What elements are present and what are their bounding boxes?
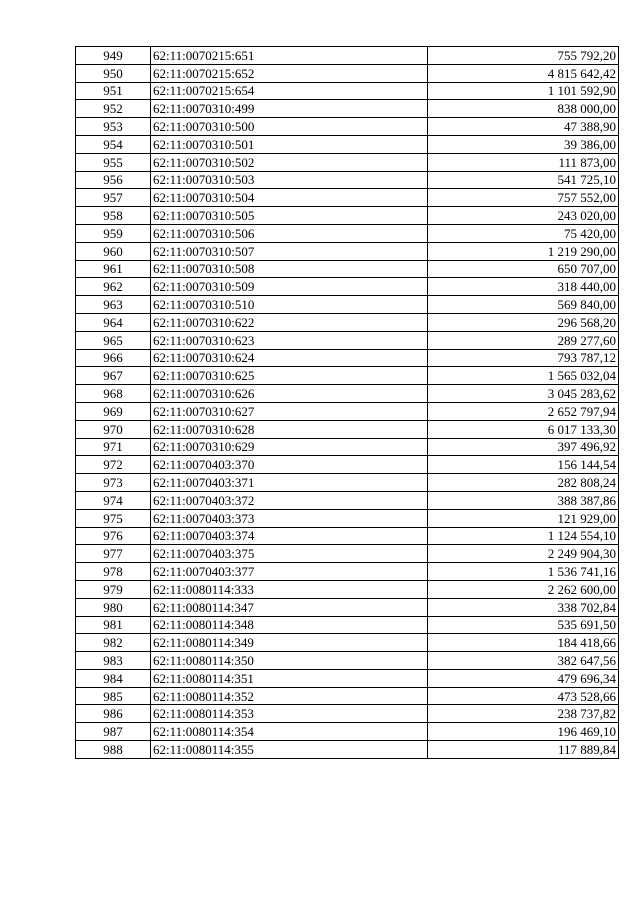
row-number-cell: 950 xyxy=(76,64,151,82)
row-number-cell: 949 xyxy=(76,47,151,65)
cadastral-number-cell: 62:11:0070310:501 xyxy=(151,135,428,153)
row-number-cell: 965 xyxy=(76,331,151,349)
table-row xyxy=(76,64,619,82)
cadastral-value-cell: 650 707,00 xyxy=(428,260,619,278)
cadastral-number-cell: 62:11:0070403:375 xyxy=(151,545,428,563)
cadastral-number-cell: 62:11:0070310:626 xyxy=(151,385,428,403)
row-number-cell: 968 xyxy=(76,385,151,403)
row-number-cell: 970 xyxy=(76,420,151,438)
row-number-cell: 954 xyxy=(76,135,151,153)
cadastral-number-cell: 62:11:0070310:627 xyxy=(151,402,428,420)
table-row xyxy=(76,313,619,331)
row-number-cell: 951 xyxy=(76,82,151,100)
row-number-cell: 984 xyxy=(76,669,151,687)
cadastral-value-cell: 39 386,00 xyxy=(428,135,619,153)
cadastral-number-cell: 62:11:0070310:625 xyxy=(151,367,428,385)
row-number-cell: 958 xyxy=(76,207,151,225)
table-row xyxy=(76,135,619,153)
cadastral-number-cell: 62:11:0070310:508 xyxy=(151,260,428,278)
cadastral-value-cell: 1 219 290,00 xyxy=(428,242,619,260)
cadastral-number-cell: 62:11:0070310:506 xyxy=(151,224,428,242)
cadastral-number-cell: 62:11:0080114:352 xyxy=(151,687,428,705)
cadastral-value-cell: 318 440,00 xyxy=(428,278,619,296)
table-row xyxy=(76,438,619,456)
row-number-cell: 959 xyxy=(76,224,151,242)
cadastral-value-cell: 535 691,50 xyxy=(428,616,619,634)
row-number-cell: 966 xyxy=(76,349,151,367)
row-number-cell: 986 xyxy=(76,705,151,723)
cadastral-number-cell: 62:11:0070310:623 xyxy=(151,331,428,349)
row-number-cell: 967 xyxy=(76,367,151,385)
cadastral-number-cell: 62:11:0070310:505 xyxy=(151,207,428,225)
cadastral-value-cell: 47 388,90 xyxy=(428,118,619,136)
table-row xyxy=(76,331,619,349)
table-row xyxy=(76,634,619,652)
cadastral-value-cell: 2 249 904,30 xyxy=(428,545,619,563)
cadastral-value-cell: 296 568,20 xyxy=(428,313,619,331)
cadastral-value-cell: 388 387,86 xyxy=(428,491,619,509)
row-number-cell: 987 xyxy=(76,723,151,741)
cadastral-number-cell: 62:11:0070310:502 xyxy=(151,153,428,171)
cadastral-number-cell: 62:11:0080114:333 xyxy=(151,580,428,598)
table-row xyxy=(76,741,619,759)
cadastral-number-cell: 62:11:0070403:374 xyxy=(151,527,428,545)
table-row xyxy=(76,705,619,723)
row-number-cell: 975 xyxy=(76,509,151,527)
table-row xyxy=(76,82,619,100)
cadastral-value-cell: 289 277,60 xyxy=(428,331,619,349)
row-number-cell: 981 xyxy=(76,616,151,634)
cadastral-value-cell: 156 144,54 xyxy=(428,456,619,474)
cadastral-number-cell: 62:11:0070310:628 xyxy=(151,420,428,438)
cadastral-value-cell: 75 420,00 xyxy=(428,224,619,242)
cadastral-number-cell: 62:11:0070403:371 xyxy=(151,474,428,492)
cadastral-value-cell: 838 000,00 xyxy=(428,100,619,118)
cadastral-number-cell: 62:11:0080114:348 xyxy=(151,616,428,634)
row-number-cell: 979 xyxy=(76,580,151,598)
table-row xyxy=(76,687,619,705)
table-row xyxy=(76,242,619,260)
table-row xyxy=(76,402,619,420)
cadastral-number-cell: 62:11:0070310:629 xyxy=(151,438,428,456)
cadastral-number-cell: 62:11:0070403:372 xyxy=(151,491,428,509)
row-number-cell: 982 xyxy=(76,634,151,652)
cadastral-number-cell: 62:11:0070403:370 xyxy=(151,456,428,474)
table-row xyxy=(76,456,619,474)
cadastral-number-cell: 62:11:0080114:351 xyxy=(151,669,428,687)
table-row xyxy=(76,224,619,242)
cadastral-number-cell: 62:11:0080114:347 xyxy=(151,598,428,616)
table-row xyxy=(76,349,619,367)
row-number-cell: 969 xyxy=(76,402,151,420)
table-row xyxy=(76,385,619,403)
table-row xyxy=(76,598,619,616)
table-row xyxy=(76,580,619,598)
cadastral-value-cell: 117 889,84 xyxy=(428,741,619,759)
cadastral-value-cell: 382 647,56 xyxy=(428,652,619,670)
table-row xyxy=(76,509,619,527)
cadastral-number-cell: 62:11:0070310:509 xyxy=(151,278,428,296)
table-body xyxy=(76,47,619,759)
cadastral-number-cell: 62:11:0070310:507 xyxy=(151,242,428,260)
cadastral-value-cell: 121 929,00 xyxy=(428,509,619,527)
cadastral-value-cell: 338 702,84 xyxy=(428,598,619,616)
cadastral-number-cell: 62:11:0080114:355 xyxy=(151,741,428,759)
row-number-cell: 962 xyxy=(76,278,151,296)
row-number-cell: 964 xyxy=(76,313,151,331)
table-row xyxy=(76,100,619,118)
cadastral-value-cell: 1 124 554,10 xyxy=(428,527,619,545)
cadastral-number-cell: 62:11:0070403:377 xyxy=(151,563,428,581)
table-row xyxy=(76,171,619,189)
cadastral-value-table xyxy=(75,46,619,759)
cadastral-value-cell: 1 536 741,16 xyxy=(428,563,619,581)
cadastral-number-cell: 62:11:0070310:510 xyxy=(151,296,428,314)
table-row xyxy=(76,474,619,492)
cadastral-value-cell: 282 808,24 xyxy=(428,474,619,492)
cadastral-value-cell: 1 565 032,04 xyxy=(428,367,619,385)
table-row xyxy=(76,47,619,65)
table-row xyxy=(76,420,619,438)
cadastral-value-cell: 793 787,12 xyxy=(428,349,619,367)
table-row xyxy=(76,118,619,136)
cadastral-number-cell: 62:11:0080114:350 xyxy=(151,652,428,670)
cadastral-value-cell: 238 737,82 xyxy=(428,705,619,723)
cadastral-value-cell: 479 696,34 xyxy=(428,669,619,687)
row-number-cell: 978 xyxy=(76,563,151,581)
table-row xyxy=(76,491,619,509)
row-number-cell: 977 xyxy=(76,545,151,563)
cadastral-number-cell: 62:11:0080114:349 xyxy=(151,634,428,652)
table-row xyxy=(76,296,619,314)
cadastral-value-cell: 541 725,10 xyxy=(428,171,619,189)
table-row xyxy=(76,367,619,385)
table-row xyxy=(76,278,619,296)
row-number-cell: 956 xyxy=(76,171,151,189)
cadastral-value-cell: 397 496,92 xyxy=(428,438,619,456)
cadastral-number-cell: 62:11:0070215:652 xyxy=(151,64,428,82)
table-row xyxy=(76,545,619,563)
row-number-cell: 985 xyxy=(76,687,151,705)
row-number-cell: 976 xyxy=(76,527,151,545)
row-number-cell: 972 xyxy=(76,456,151,474)
cadastral-value-cell: 755 792,20 xyxy=(428,47,619,65)
cadastral-number-cell: 62:11:0070310:624 xyxy=(151,349,428,367)
cadastral-value-cell: 243 020,00 xyxy=(428,207,619,225)
cadastral-value-cell: 196 469,10 xyxy=(428,723,619,741)
cadastral-number-cell: 62:11:0070310:503 xyxy=(151,171,428,189)
cadastral-number-cell: 62:11:0070310:499 xyxy=(151,100,428,118)
cadastral-value-cell: 111 873,00 xyxy=(428,153,619,171)
cadastral-number-cell: 62:11:0070215:654 xyxy=(151,82,428,100)
cadastral-number-cell: 62:11:0080114:354 xyxy=(151,723,428,741)
cadastral-number-cell: 62:11:0070403:373 xyxy=(151,509,428,527)
row-number-cell: 973 xyxy=(76,474,151,492)
table-row xyxy=(76,652,619,670)
cadastral-number-cell: 62:11:0080114:353 xyxy=(151,705,428,723)
cadastral-value-cell: 2 262 600,00 xyxy=(428,580,619,598)
cadastral-number-cell: 62:11:0070310:622 xyxy=(151,313,428,331)
row-number-cell: 960 xyxy=(76,242,151,260)
row-number-cell: 963 xyxy=(76,296,151,314)
table-row xyxy=(76,527,619,545)
row-number-cell: 980 xyxy=(76,598,151,616)
table-row xyxy=(76,189,619,207)
cadastral-value-cell: 6 017 133,30 xyxy=(428,420,619,438)
table-row xyxy=(76,260,619,278)
cadastral-value-cell: 757 552,00 xyxy=(428,189,619,207)
table-row xyxy=(76,563,619,581)
row-number-cell: 961 xyxy=(76,260,151,278)
row-number-cell: 955 xyxy=(76,153,151,171)
table-row xyxy=(76,616,619,634)
table-row xyxy=(76,207,619,225)
cadastral-number-cell: 62:11:0070310:500 xyxy=(151,118,428,136)
row-number-cell: 974 xyxy=(76,491,151,509)
row-number-cell: 957 xyxy=(76,189,151,207)
cadastral-number-cell: 62:11:0070310:504 xyxy=(151,189,428,207)
row-number-cell: 971 xyxy=(76,438,151,456)
table-row xyxy=(76,153,619,171)
cadastral-value-cell: 4 815 642,42 xyxy=(428,64,619,82)
cadastral-value-cell: 2 652 797,94 xyxy=(428,402,619,420)
row-number-cell: 988 xyxy=(76,741,151,759)
cadastral-value-cell: 3 045 283,62 xyxy=(428,385,619,403)
cadastral-value-cell: 473 528,66 xyxy=(428,687,619,705)
row-number-cell: 952 xyxy=(76,100,151,118)
table-row xyxy=(76,723,619,741)
row-number-cell: 983 xyxy=(76,652,151,670)
cadastral-number-cell: 62:11:0070215:651 xyxy=(151,47,428,65)
row-number-cell: 953 xyxy=(76,118,151,136)
cadastral-value-cell: 569 840,00 xyxy=(428,296,619,314)
table-row xyxy=(76,669,619,687)
cadastral-value-cell: 1 101 592,90 xyxy=(428,82,619,100)
cadastral-value-cell: 184 418,66 xyxy=(428,634,619,652)
